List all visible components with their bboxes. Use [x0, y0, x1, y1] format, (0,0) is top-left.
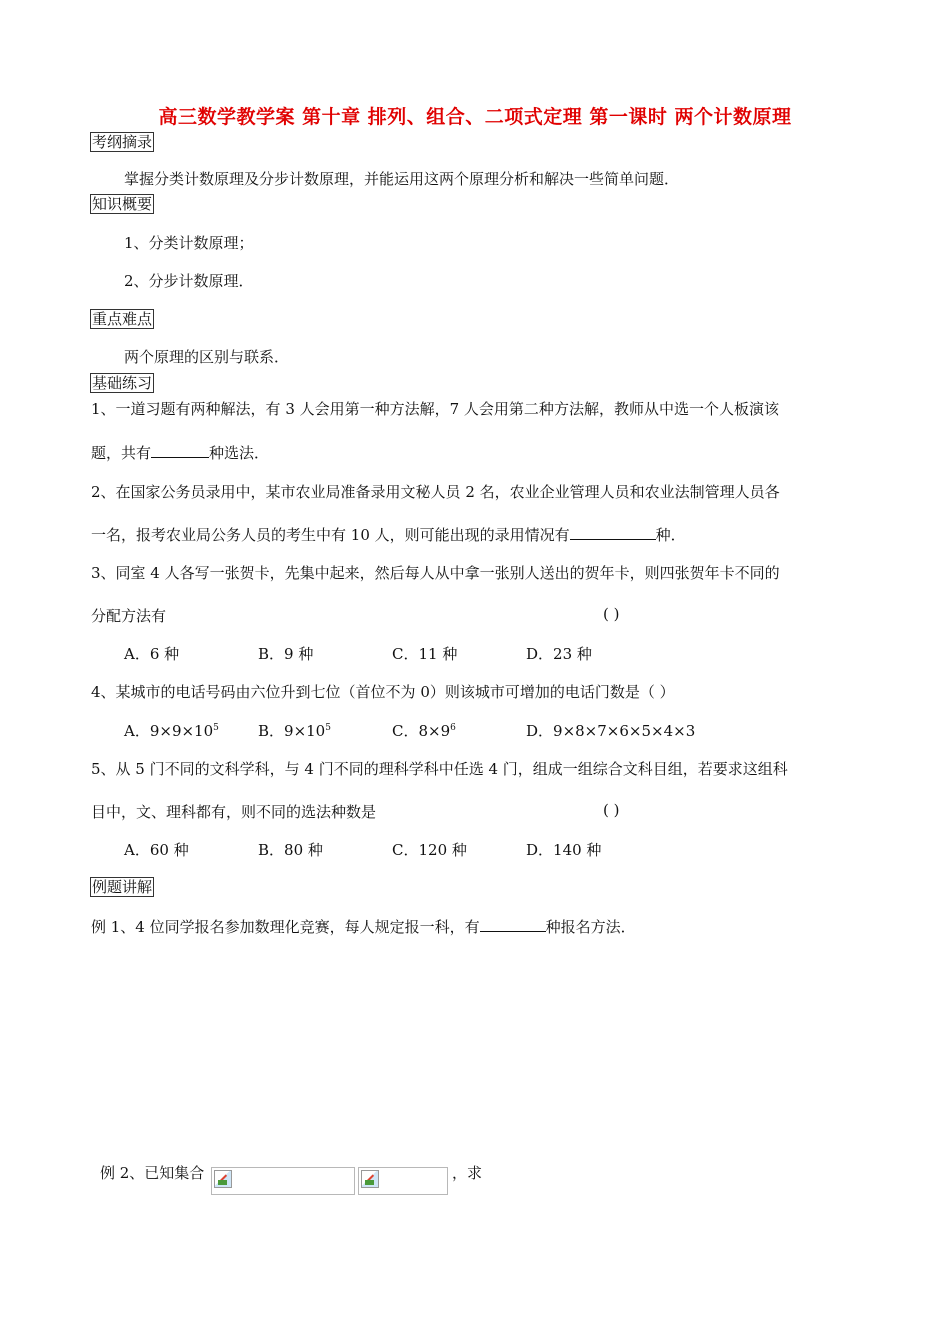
broken-image-icon — [361, 1170, 379, 1188]
q1-line1: 1、一道习题有两种解法，有 3 人会用第一种方法解，7 人会用第二种方法解，教师从中选一个人板演该 — [91, 400, 779, 418]
q1-line2 — [91, 442, 269, 463]
q5-answer-paren[interactable]: ( ) — [603, 801, 620, 819]
q4-option-a-base: A．9×9×10 — [124, 722, 214, 740]
zhishi-item-1: 1、分类计数原理； — [124, 234, 254, 252]
q2-line2 — [91, 524, 686, 545]
example-2-text-b: ，求 — [452, 1164, 483, 1182]
q4-option-a — [124, 720, 219, 741]
q2-line1: 2、在国家公务员录用中，某市农业局准备录用文秘人员 2 名，农业企业管理人员和农业法制管理人员各 — [91, 483, 780, 501]
q4-option-c-base: C．8×9 — [392, 722, 451, 740]
section-header-jichu: 基础练习 — [92, 374, 153, 392]
example-1-text-a: 例 1、4 位同学报名参加数理化竞赛，每人规定报一科，有 — [91, 918, 480, 936]
q5-option-d: D．140 种 — [526, 841, 602, 859]
example-1 — [91, 916, 636, 937]
q3-option-a: A．6 种 — [124, 645, 180, 663]
q5-option-c: C．120 种 — [392, 841, 467, 859]
section-header-zhongdian: 重点难点 — [92, 310, 153, 328]
q3-line1: 3、同室 4 人各写一张贺卡，先集中起来，然后每人从中拿一张别人送出的贺年卡，则四张贺年卡不同的 — [91, 564, 780, 582]
q4-option-b-exp: 5 — [325, 723, 331, 733]
q4-option-b — [258, 720, 331, 741]
broken-image-icon — [214, 1170, 232, 1188]
q4-line1: 4、某城市的电话号码由六位升到七位（首位不为 0）则该城市可增加的电话门数是（ ） — [91, 683, 675, 701]
q3-option-c: C．11 种 — [392, 645, 458, 663]
kaogang-text: 掌握分类计数原理及分步计数原理，并能运用这两个原理分析和解决一些简单问题． — [124, 170, 680, 188]
q4-option-d: D．9×8×7×6×5×4×3 — [526, 722, 696, 740]
broken-image-formula-2 — [358, 1167, 448, 1195]
q2-text-b: 种． — [655, 526, 686, 544]
page-title: 高三数学教学案 第十章 排列、组合、二项式定理 第一课时 两个计数原理 — [158, 106, 792, 128]
q5-option-a: A．60 种 — [124, 841, 189, 859]
q5-line1: 5、从 5 门不同的文科学科，与 4 门不同的理科学科中任选 4 门，组成一组综合文科目组，若要求这组科 — [91, 760, 788, 778]
example-1-answer-blank[interactable] — [480, 917, 546, 932]
zhongdian-text: 两个原理的区别与联系． — [124, 348, 290, 366]
section-header-zhishi: 知识概要 — [92, 195, 153, 213]
example-2-text-a: 例 2、已知集合 — [100, 1164, 205, 1182]
q3-answer-paren[interactable]: ( ) — [603, 605, 620, 623]
section-header-kaogang: 考纲摘录 — [92, 133, 153, 151]
example-1-text-b: 种报名方法． — [545, 918, 636, 936]
q5-line2: 目中，文、理科都有，则不同的选法种数是 — [91, 803, 377, 821]
section-header-liti: 例题讲解 — [92, 878, 153, 896]
q3-option-d: D．23 种 — [526, 645, 592, 663]
q3-line2: 分配方法有 — [91, 607, 167, 625]
q4-option-c — [392, 720, 456, 741]
q1-text-a: 题，共有 — [91, 444, 152, 462]
q4-option-b-base: B．9×10 — [258, 722, 326, 740]
q3-option-b: B．9 种 — [258, 645, 314, 663]
q2-answer-blank[interactable] — [570, 525, 656, 540]
q4-option-c-exp: 6 — [450, 723, 456, 733]
q1-text-b: 种选法． — [209, 444, 270, 462]
broken-image-formula-1 — [211, 1167, 355, 1195]
q1-answer-blank[interactable] — [151, 443, 209, 458]
zhishi-item-2: 2、分步计数原理． — [124, 272, 254, 290]
q5-option-b: B．80 种 — [258, 841, 323, 859]
q4-option-a-exp: 5 — [213, 723, 219, 733]
q2-text-a: 一名，报考农业局公务人员的考生中有 10 人，则可能出现的录用情况有 — [91, 526, 570, 544]
